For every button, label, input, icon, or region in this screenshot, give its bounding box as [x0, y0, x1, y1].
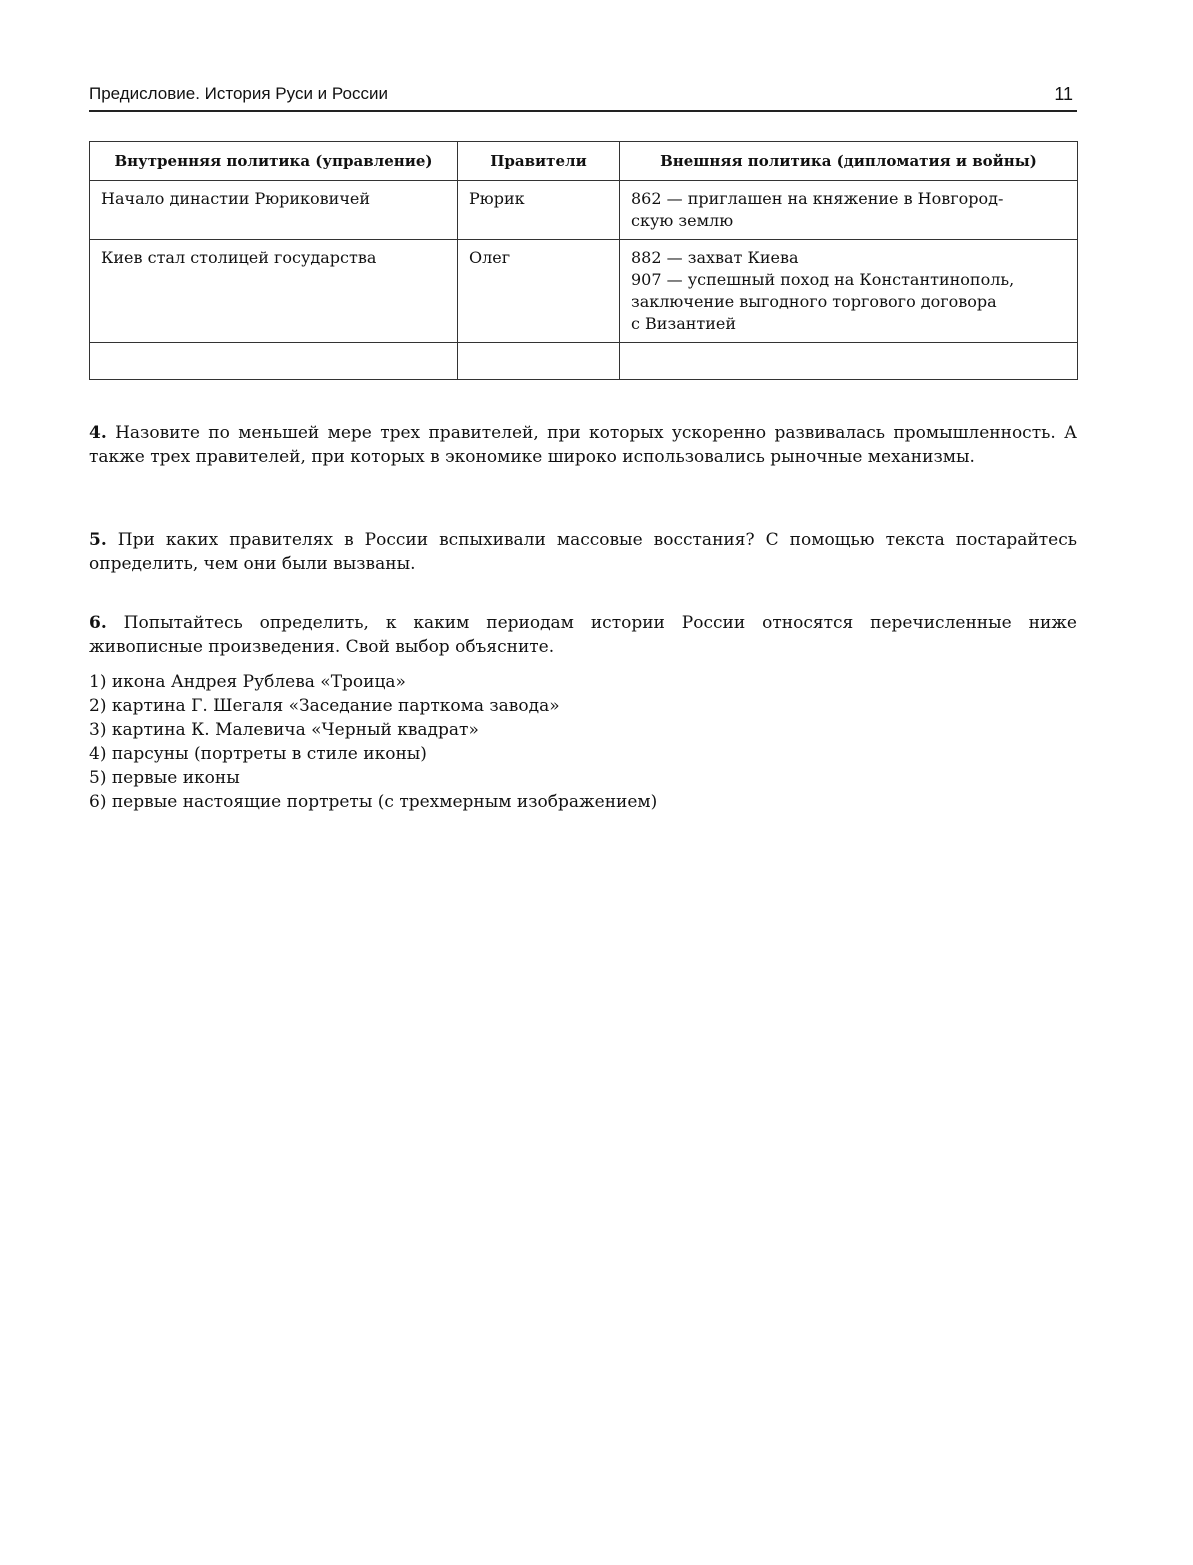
empty-cell — [90, 343, 458, 380]
table-row — [90, 240, 1078, 343]
question-number: 4. — [89, 423, 107, 443]
column-header-internal-policy: Внутренняя политика (управление) — [90, 142, 458, 181]
history-table — [89, 141, 1078, 380]
list-item: 4) парсуны (портреты в стиле иконы) — [89, 744, 427, 764]
question-text: Попытайтесь определить, к каким периодам истории России относятся перечисленные ниже живописные произведения. Свой выбор объясните. — [89, 613, 1077, 657]
table-header-row — [90, 142, 1078, 181]
question-5 — [89, 528, 1077, 576]
question-4 — [89, 421, 1077, 469]
table-row-empty — [90, 343, 1078, 380]
empty-cell — [620, 343, 1078, 380]
question-text: При каких правителях в России вспыхивали массовые восстания? С помощью текста постарайтесь определить, чем они были вызваны. — [89, 530, 1077, 574]
cell-text-line: 907 — успешный поход на Константинополь, — [631, 270, 1015, 289]
artworks-list — [89, 670, 657, 814]
cell-text-line: скую землю — [631, 211, 734, 230]
cell-ruler: Рюрик — [458, 181, 620, 240]
list-item: 2) картина Г. Шегаля «Заседание парткома завода» — [89, 696, 560, 716]
cell-text-line: с Византией — [631, 314, 737, 333]
question-text: Назовите по меньшей мере трех правителей, при которых ускоренно развивалась промышленность. А также трех правителей, при которых в экономике широко использовались рыночные механизмы. — [89, 423, 1077, 467]
empty-cell — [458, 343, 620, 380]
list-item: 6) первые настоящие портреты (с трехмерным изображением) — [89, 792, 658, 812]
cell-external-policy — [620, 240, 1078, 343]
cell-text-line: заключение выгодного торгового договора — [631, 292, 997, 311]
header-title: Предисловие. История Руси и России — [89, 84, 388, 103]
cell-external-policy — [620, 181, 1078, 240]
question-number: 5. — [89, 530, 107, 550]
list-item: 3) картина К. Малевича «Черный квадрат» — [89, 720, 479, 740]
cell-text-line: 862 — приглашен на княжение в Новгород- — [631, 189, 1004, 208]
cell-text-line: 882 — захват Киева — [631, 248, 799, 267]
table-row — [90, 181, 1078, 240]
list-item: 1) икона Андрея Рублева «Троица» — [89, 672, 406, 692]
running-header — [89, 84, 1077, 112]
cell-internal-policy: Киев стал столицей государства — [90, 240, 458, 343]
cell-internal-policy: Начало династии Рюриковичей — [90, 181, 458, 240]
list-item: 5) первые иконы — [89, 768, 240, 788]
cell-ruler: Олег — [458, 240, 620, 343]
column-header-external-policy: Внешняя политика (дипломатия и войны) — [620, 142, 1078, 181]
page-number: 11 — [1054, 84, 1073, 104]
question-6 — [89, 611, 1077, 659]
question-number: 6. — [89, 613, 107, 633]
column-header-rulers: Правители — [458, 142, 620, 181]
